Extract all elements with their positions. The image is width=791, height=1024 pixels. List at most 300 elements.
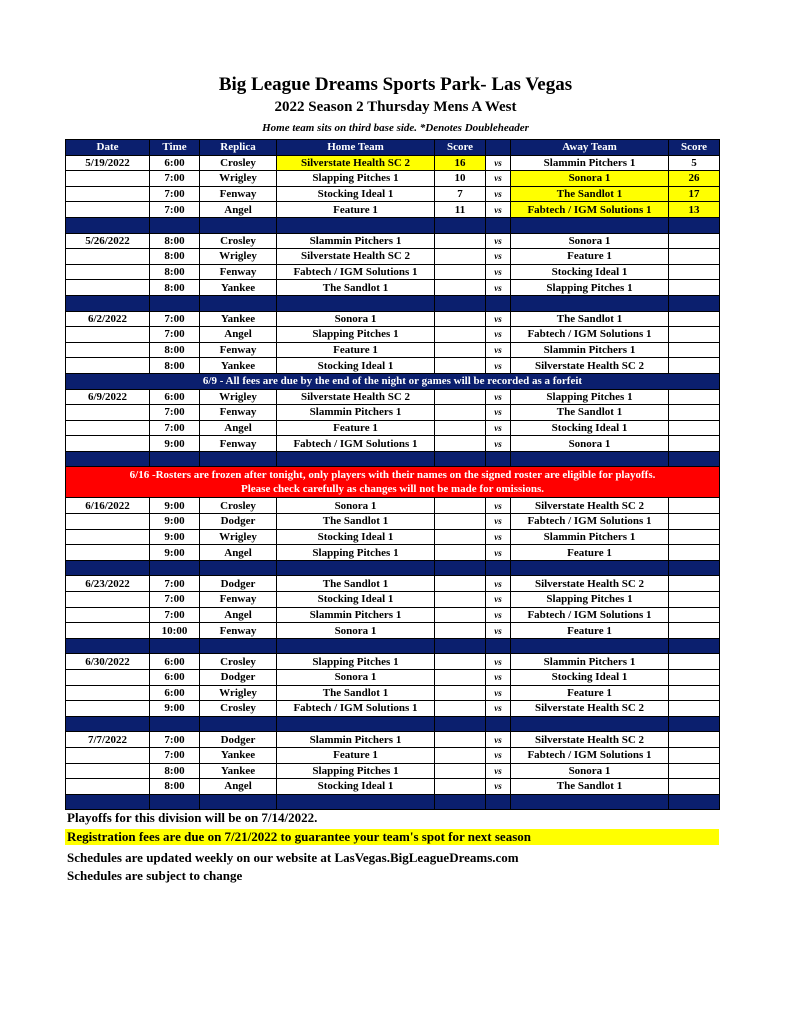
- game-row: [66, 436, 720, 452]
- time-cell: 7:00: [150, 171, 200, 187]
- replica-cell: Wrigley: [200, 685, 277, 701]
- date-cell: [66, 405, 150, 421]
- home-team-cell: Slapping Pitches 1: [277, 763, 435, 779]
- date-cell: [66, 529, 150, 545]
- away-team-cell: Slammin Pitchers 1: [511, 342, 669, 358]
- away-team-cell: Feature 1: [511, 623, 669, 639]
- page-subtitle: 2022 Season 2 Thursday Mens A West: [274, 99, 517, 115]
- game-row: [66, 545, 720, 561]
- date-cell: [66, 592, 150, 608]
- away-team-cell: Silverstate Health SC 2: [511, 701, 669, 717]
- separator-row: [66, 295, 720, 311]
- separator-row: [66, 638, 720, 654]
- game-row: [66, 763, 720, 779]
- replica-cell: Yankee: [200, 280, 277, 296]
- separator-cell: [200, 451, 277, 467]
- separator-cell: [66, 217, 150, 233]
- home-team-cell: Slapping Pitches 1: [277, 327, 435, 343]
- separator-cell: [277, 451, 435, 467]
- home-team-cell: Silverstate Health SC 2: [277, 155, 435, 171]
- away-team-cell: Feature 1: [511, 545, 669, 561]
- date-cell: [66, 358, 150, 374]
- game-row: [66, 358, 720, 374]
- date-cell: [66, 202, 150, 218]
- vs-cell: vs: [486, 155, 511, 171]
- vs-cell: vs: [486, 529, 511, 545]
- date-cell: 6/9/2022: [66, 389, 150, 405]
- separator-cell: [66, 451, 150, 467]
- column-header: Home Team: [277, 140, 435, 156]
- replica-cell: Angel: [200, 545, 277, 561]
- time-cell: 9:00: [150, 498, 200, 514]
- home-score-cell: [435, 685, 486, 701]
- game-row: [66, 249, 720, 265]
- replica-cell: Angel: [200, 420, 277, 436]
- time-cell: 7:00: [150, 420, 200, 436]
- date-cell: [66, 670, 150, 686]
- time-cell: 6:00: [150, 389, 200, 405]
- game-row: [66, 264, 720, 280]
- away-score-cell: [669, 576, 720, 592]
- game-row: [66, 233, 720, 249]
- away-team-cell: Slapping Pitches 1: [511, 280, 669, 296]
- away-team-cell: Silverstate Health SC 2: [511, 498, 669, 514]
- away-score-cell: [669, 747, 720, 763]
- separator-cell: [486, 638, 511, 654]
- home-team-cell: Slapping Pitches 1: [277, 545, 435, 561]
- separator-cell: [200, 716, 277, 732]
- time-cell: 7:00: [150, 186, 200, 202]
- time-cell: 7:00: [150, 592, 200, 608]
- home-team-cell: Stocking Ideal 1: [277, 186, 435, 202]
- home-score-cell: [435, 701, 486, 717]
- separator-cell: [435, 560, 486, 576]
- home-score-cell: [435, 607, 486, 623]
- time-cell: 7:00: [150, 747, 200, 763]
- column-header: Away Team: [511, 140, 669, 156]
- date-cell: [66, 420, 150, 436]
- home-team-cell: Stocking Ideal 1: [277, 592, 435, 608]
- time-cell: 8:00: [150, 358, 200, 374]
- game-row: [66, 327, 720, 343]
- away-team-cell: Silverstate Health SC 2: [511, 358, 669, 374]
- away-score-cell: [669, 249, 720, 265]
- replica-cell: Yankee: [200, 763, 277, 779]
- away-score-cell: 13: [669, 202, 720, 218]
- home-team-cell: Stocking Ideal 1: [277, 529, 435, 545]
- replica-cell: Crosley: [200, 233, 277, 249]
- separator-cell: [150, 716, 200, 732]
- date-cell: 5/19/2022: [66, 155, 150, 171]
- away-team-cell: The Sandlot 1: [511, 779, 669, 795]
- time-cell: 9:00: [150, 529, 200, 545]
- replica-cell: Yankee: [200, 311, 277, 327]
- separator-row: [66, 560, 720, 576]
- away-score-cell: [669, 529, 720, 545]
- away-score-cell: [669, 327, 720, 343]
- game-row: [66, 529, 720, 545]
- separator-cell: [486, 794, 511, 810]
- time-cell: 7:00: [150, 311, 200, 327]
- home-score-cell: [435, 405, 486, 421]
- separator-cell: [669, 794, 720, 810]
- away-team-cell: Sonora 1: [511, 436, 669, 452]
- vs-cell: vs: [486, 592, 511, 608]
- away-team-cell: Slapping Pitches 1: [511, 389, 669, 405]
- away-team-cell: Stocking Ideal 1: [511, 264, 669, 280]
- column-header: [486, 140, 511, 156]
- game-row: [66, 155, 720, 171]
- separator-cell: [66, 794, 150, 810]
- separator-cell: [150, 560, 200, 576]
- away-score-cell: [669, 264, 720, 280]
- date-cell: [66, 685, 150, 701]
- away-team-cell: Stocking Ideal 1: [511, 420, 669, 436]
- home-score-cell: [435, 498, 486, 514]
- game-row: [66, 342, 720, 358]
- game-row: [66, 202, 720, 218]
- away-team-cell: Slammin Pitchers 1: [511, 529, 669, 545]
- home-score-cell: [435, 264, 486, 280]
- home-team-cell: Sonora 1: [277, 498, 435, 514]
- home-score-cell: [435, 732, 486, 748]
- separator-cell: [669, 560, 720, 576]
- game-row: [66, 732, 720, 748]
- vs-cell: vs: [486, 623, 511, 639]
- date-cell: [66, 171, 150, 187]
- separator-cell: [277, 638, 435, 654]
- time-cell: 6:00: [150, 685, 200, 701]
- time-cell: 7:00: [150, 607, 200, 623]
- home-team-cell: Fabtech / IGM Solutions 1: [277, 264, 435, 280]
- time-cell: 6:00: [150, 654, 200, 670]
- separator-cell: [150, 794, 200, 810]
- away-team-cell: Stocking Ideal 1: [511, 670, 669, 686]
- away-score-cell: [669, 670, 720, 686]
- date-cell: [66, 514, 150, 530]
- home-team-cell: Stocking Ideal 1: [277, 779, 435, 795]
- replica-cell: Dodger: [200, 576, 277, 592]
- away-team-cell: Sonora 1: [511, 233, 669, 249]
- vs-cell: vs: [486, 358, 511, 374]
- separator-cell: [486, 451, 511, 467]
- vs-cell: vs: [486, 763, 511, 779]
- column-header: Replica: [200, 140, 277, 156]
- date-cell: [66, 701, 150, 717]
- home-team-cell: Slapping Pitches 1: [277, 171, 435, 187]
- time-cell: 7:00: [150, 405, 200, 421]
- home-score-cell: [435, 654, 486, 670]
- game-row: [66, 779, 720, 795]
- time-cell: 6:00: [150, 155, 200, 171]
- home-team-cell: Feature 1: [277, 342, 435, 358]
- home-score-cell: [435, 779, 486, 795]
- vs-cell: vs: [486, 171, 511, 187]
- away-score-cell: [669, 342, 720, 358]
- vs-cell: vs: [486, 249, 511, 265]
- separator-cell: [511, 217, 669, 233]
- replica-cell: Angel: [200, 607, 277, 623]
- alert-line: Please check carefully as changes will not be made for omissions.: [241, 483, 544, 496]
- away-score-cell: [669, 405, 720, 421]
- away-score-cell: [669, 311, 720, 327]
- separator-cell: [511, 638, 669, 654]
- away-team-cell: Fabtech / IGM Solutions 1: [511, 202, 669, 218]
- date-cell: [66, 623, 150, 639]
- game-row: [66, 576, 720, 592]
- replica-cell: Angel: [200, 202, 277, 218]
- away-score-cell: [669, 654, 720, 670]
- replica-cell: Yankee: [200, 358, 277, 374]
- separator-cell: [200, 295, 277, 311]
- home-team-cell: The Sandlot 1: [277, 685, 435, 701]
- subject-note: Schedules are subject to change: [67, 868, 243, 883]
- home-team-cell: Slammin Pitchers 1: [277, 607, 435, 623]
- playoffs-note: Playoffs for this division will be on 7/14/2022.: [67, 810, 318, 825]
- separator-cell: [435, 794, 486, 810]
- home-score-cell: [435, 747, 486, 763]
- date-cell: [66, 747, 150, 763]
- separator-cell: [669, 217, 720, 233]
- away-score-cell: [669, 545, 720, 561]
- home-score-cell: 16: [435, 155, 486, 171]
- vs-cell: vs: [486, 264, 511, 280]
- time-cell: 7:00: [150, 576, 200, 592]
- home-team-cell: Sonora 1: [277, 670, 435, 686]
- vs-cell: vs: [486, 670, 511, 686]
- home-team-cell: The Sandlot 1: [277, 280, 435, 296]
- game-row: [66, 186, 720, 202]
- time-cell: 8:00: [150, 233, 200, 249]
- time-cell: 8:00: [150, 763, 200, 779]
- separator-row: [66, 794, 720, 810]
- home-score-cell: [435, 233, 486, 249]
- away-score-cell: [669, 763, 720, 779]
- separator-cell: [200, 217, 277, 233]
- replica-cell: Fenway: [200, 264, 277, 280]
- notice-text: 6/9 - All fees are due by the end of the night or games will be recorded as a forfeit: [66, 373, 720, 389]
- home-team-cell: Silverstate Health SC 2: [277, 389, 435, 405]
- replica-cell: Fenway: [200, 342, 277, 358]
- vs-cell: vs: [486, 436, 511, 452]
- time-cell: 10:00: [150, 623, 200, 639]
- replica-cell: Wrigley: [200, 389, 277, 405]
- time-cell: 7:00: [150, 202, 200, 218]
- separator-row: [66, 451, 720, 467]
- time-cell: 9:00: [150, 545, 200, 561]
- date-cell: 6/16/2022: [66, 498, 150, 514]
- separator-cell: [486, 560, 511, 576]
- home-team-cell: Feature 1: [277, 202, 435, 218]
- replica-cell: Wrigley: [200, 249, 277, 265]
- game-row: [66, 405, 720, 421]
- separator-cell: [66, 638, 150, 654]
- time-cell: 8:00: [150, 249, 200, 265]
- separator-cell: [277, 716, 435, 732]
- away-team-cell: The Sandlot 1: [511, 405, 669, 421]
- game-row: [66, 420, 720, 436]
- separator-cell: [150, 295, 200, 311]
- vs-cell: vs: [486, 327, 511, 343]
- home-score-cell: [435, 327, 486, 343]
- date-cell: [66, 186, 150, 202]
- home-score-cell: [435, 529, 486, 545]
- column-header: Date: [66, 140, 150, 156]
- website-note: Schedules are updated weekly on our website at LasVegas.BigLeagueDreams.com: [67, 850, 519, 865]
- away-team-cell: Sonora 1: [511, 763, 669, 779]
- vs-cell: vs: [486, 732, 511, 748]
- separator-cell: [435, 451, 486, 467]
- away-score-cell: [669, 514, 720, 530]
- away-team-cell: Fabtech / IGM Solutions 1: [511, 747, 669, 763]
- vs-cell: vs: [486, 701, 511, 717]
- home-team-cell: Feature 1: [277, 420, 435, 436]
- away-team-cell: The Sandlot 1: [511, 311, 669, 327]
- vs-cell: vs: [486, 233, 511, 249]
- vs-cell: vs: [486, 420, 511, 436]
- replica-cell: Crosley: [200, 155, 277, 171]
- date-cell: [66, 763, 150, 779]
- away-score-cell: 17: [669, 186, 720, 202]
- home-score-cell: [435, 420, 486, 436]
- away-team-cell: Fabtech / IGM Solutions 1: [511, 607, 669, 623]
- date-cell: 6/2/2022: [66, 311, 150, 327]
- registration-note: Registration fees are due on 7/21/2022 to guarantee your team's spot for next season: [65, 829, 719, 845]
- replica-cell: Fenway: [200, 186, 277, 202]
- column-header: Score: [669, 140, 720, 156]
- vs-cell: vs: [486, 654, 511, 670]
- home-team-cell: The Sandlot 1: [277, 576, 435, 592]
- home-team-cell: Slapping Pitches 1: [277, 654, 435, 670]
- separator-cell: [669, 451, 720, 467]
- away-score-cell: [669, 607, 720, 623]
- away-team-cell: Feature 1: [511, 249, 669, 265]
- separator-cell: [511, 451, 669, 467]
- separator-cell: [200, 638, 277, 654]
- separator-cell: [435, 295, 486, 311]
- home-score-cell: [435, 592, 486, 608]
- home-score-cell: [435, 389, 486, 405]
- home-team-cell: Sonora 1: [277, 311, 435, 327]
- date-cell: 7/7/2022: [66, 732, 150, 748]
- vs-cell: vs: [486, 607, 511, 623]
- separator-cell: [200, 560, 277, 576]
- date-cell: [66, 607, 150, 623]
- date-cell: [66, 436, 150, 452]
- away-score-cell: [669, 233, 720, 249]
- home-score-cell: 11: [435, 202, 486, 218]
- time-cell: 8:00: [150, 264, 200, 280]
- separator-row: [66, 217, 720, 233]
- separator-cell: [486, 295, 511, 311]
- game-row: [66, 498, 720, 514]
- home-score-cell: [435, 514, 486, 530]
- vs-cell: vs: [486, 576, 511, 592]
- home-team-cell: Slammin Pitchers 1: [277, 732, 435, 748]
- vs-cell: vs: [486, 389, 511, 405]
- away-team-cell: Sonora 1: [511, 171, 669, 187]
- away-score-cell: [669, 779, 720, 795]
- away-score-cell: [669, 623, 720, 639]
- time-cell: 9:00: [150, 514, 200, 530]
- time-cell: 8:00: [150, 280, 200, 296]
- replica-cell: Fenway: [200, 592, 277, 608]
- vs-cell: vs: [486, 202, 511, 218]
- away-score-cell: [669, 436, 720, 452]
- game-row: [66, 747, 720, 763]
- game-row: [66, 389, 720, 405]
- table-header-row: [66, 140, 720, 156]
- separator-cell: [511, 295, 669, 311]
- home-score-cell: [435, 545, 486, 561]
- away-score-cell: [669, 701, 720, 717]
- home-team-cell: Stocking Ideal 1: [277, 358, 435, 374]
- away-score-cell: [669, 732, 720, 748]
- vs-cell: vs: [486, 514, 511, 530]
- time-cell: 7:00: [150, 732, 200, 748]
- alert-row: [66, 467, 720, 498]
- home-score-cell: [435, 358, 486, 374]
- home-score-cell: [435, 576, 486, 592]
- home-team-cell: Sonora 1: [277, 623, 435, 639]
- page-note: Home team sits on third base side. *Denotes Doubleheader: [262, 122, 529, 134]
- separator-cell: [66, 295, 150, 311]
- time-cell: 8:00: [150, 779, 200, 795]
- separator-cell: [511, 794, 669, 810]
- date-cell: 5/26/2022: [66, 233, 150, 249]
- home-team-cell: Fabtech / IGM Solutions 1: [277, 701, 435, 717]
- away-team-cell: Slapping Pitches 1: [511, 592, 669, 608]
- separator-cell: [150, 451, 200, 467]
- date-cell: 6/23/2022: [66, 576, 150, 592]
- replica-cell: Crosley: [200, 701, 277, 717]
- home-score-cell: [435, 670, 486, 686]
- game-row: [66, 607, 720, 623]
- replica-cell: Angel: [200, 327, 277, 343]
- replica-cell: Angel: [200, 779, 277, 795]
- home-team-cell: Fabtech / IGM Solutions 1: [277, 436, 435, 452]
- separator-cell: [277, 217, 435, 233]
- time-cell: 7:00: [150, 327, 200, 343]
- vs-cell: vs: [486, 685, 511, 701]
- separator-cell: [435, 716, 486, 732]
- date-cell: [66, 249, 150, 265]
- away-team-cell: The Sandlot 1: [511, 186, 669, 202]
- game-row: [66, 171, 720, 187]
- separator-cell: [435, 638, 486, 654]
- home-score-cell: [435, 763, 486, 779]
- separator-row: [66, 716, 720, 732]
- home-team-cell: Feature 1: [277, 747, 435, 763]
- separator-cell: [150, 217, 200, 233]
- replica-cell: Fenway: [200, 405, 277, 421]
- replica-cell: Yankee: [200, 747, 277, 763]
- vs-cell: vs: [486, 342, 511, 358]
- home-team-cell: Silverstate Health SC 2: [277, 249, 435, 265]
- separator-cell: [669, 295, 720, 311]
- away-score-cell: 5: [669, 155, 720, 171]
- game-row: [66, 701, 720, 717]
- away-score-cell: [669, 280, 720, 296]
- separator-cell: [435, 217, 486, 233]
- game-row: [66, 280, 720, 296]
- separator-cell: [200, 794, 277, 810]
- game-row: [66, 311, 720, 327]
- schedule-table: [65, 139, 720, 810]
- away-team-cell: Feature 1: [511, 685, 669, 701]
- alert-cell: [66, 467, 720, 498]
- vs-cell: vs: [486, 498, 511, 514]
